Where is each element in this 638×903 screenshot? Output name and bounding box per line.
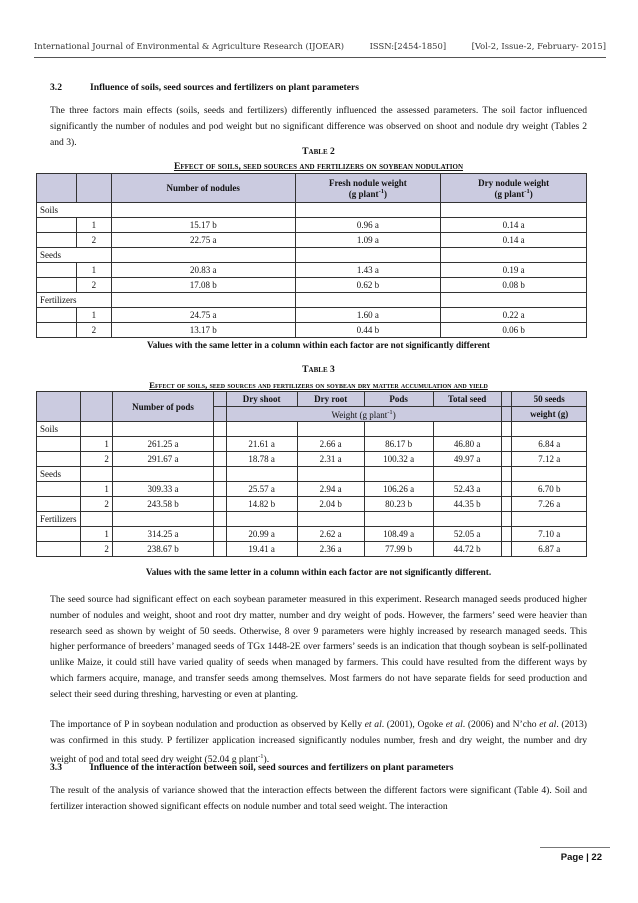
value-cell: 0.22 a	[441, 308, 587, 323]
group-row	[37, 248, 587, 263]
table-row	[37, 527, 587, 542]
header-line: (g plant	[494, 188, 525, 199]
table-cell	[214, 437, 226, 452]
value-cell: 0.96 a	[295, 218, 441, 233]
value-cell: 0.14 a	[441, 218, 587, 233]
table-cell	[433, 467, 501, 482]
header-number-pods: Number of pods	[112, 392, 213, 422]
table-cell	[214, 527, 226, 542]
group-row	[37, 293, 587, 308]
value-cell: 0.14 a	[441, 233, 587, 248]
value-cell: 44.72 b	[433, 542, 501, 557]
seed-source-paragraph	[50, 592, 587, 703]
table-cell	[80, 467, 112, 482]
table-cell	[37, 263, 77, 278]
value-cell: 20.99 a	[226, 527, 297, 542]
table-row	[37, 233, 587, 248]
level-cell: 2	[80, 497, 112, 512]
text-span: The importance of P in soybean nodulation and production as observed by Kelly	[50, 719, 365, 730]
level-cell: 1	[80, 527, 112, 542]
table3-label: Table 3	[302, 364, 335, 375]
header-dry-weight	[441, 174, 587, 203]
table-cell	[433, 512, 501, 527]
value-cell: 20.83 a	[111, 263, 295, 278]
group-label: Soils	[37, 422, 81, 437]
value-cell: 24.75 a	[111, 308, 295, 323]
value-cell: 0.06 b	[441, 323, 587, 338]
level-cell: 1	[80, 437, 112, 452]
value-cell: 15.17 b	[111, 218, 295, 233]
section-3-3-paragraph	[50, 783, 587, 815]
value-cell: 7.10 a	[512, 527, 587, 542]
table-cell	[37, 233, 77, 248]
table-cell	[501, 452, 512, 467]
table-cell	[501, 497, 512, 512]
table-row	[37, 308, 587, 323]
value-cell: 19.41 a	[226, 542, 297, 557]
table-cell	[364, 467, 433, 482]
table-cell	[37, 497, 81, 512]
table-row	[37, 323, 587, 338]
table2-note: Values with the same letter in a column within each factor are not significantly different	[147, 340, 490, 350]
italic-et-al: et al	[364, 719, 382, 730]
table-cell	[226, 512, 297, 527]
table3-title	[50, 380, 587, 390]
level-cell: 1	[76, 263, 111, 278]
level-cell: 2	[76, 278, 111, 293]
header-rule	[34, 57, 606, 58]
table-cell	[512, 467, 587, 482]
section-heading-3-3	[50, 762, 454, 773]
table3-title-text: Effect of soils, seed sources and fertilizers on soybean dry matter accumulation and yield	[149, 380, 488, 390]
table-cell	[297, 512, 364, 527]
value-cell: 2.94 a	[297, 482, 364, 497]
table2-title	[50, 161, 587, 172]
text-span: ).	[263, 753, 270, 765]
table-cell	[214, 422, 226, 437]
value-cell: 2.31 a	[297, 452, 364, 467]
table3-note: Values with the same letter in a column within each factor are not significantly different.	[145, 567, 492, 577]
table-cell	[214, 542, 226, 557]
value-cell: 314.25 a	[112, 527, 213, 542]
table2-label: Table 2	[302, 146, 335, 157]
value-cell: 86.17 b	[364, 437, 433, 452]
value-cell: 25.57 a	[226, 482, 297, 497]
header-pods: Pods	[364, 392, 433, 407]
value-cell: 52.43 a	[433, 482, 501, 497]
value-cell: 7.12 a	[512, 452, 587, 467]
header-line: (g plant	[348, 188, 379, 199]
value-cell: 0.19 a	[441, 263, 587, 278]
value-cell: 77.99 b	[364, 542, 433, 557]
table-cell	[501, 422, 512, 437]
table-cell	[111, 203, 295, 218]
issn: ISSN:[2454-1850]	[369, 41, 447, 51]
value-cell: 100.32 a	[364, 452, 433, 467]
volume-issue: [Vol-2, Issue-2, February- 2015]	[471, 41, 606, 51]
table-cell	[364, 422, 433, 437]
value-cell: 0.62 b	[295, 278, 441, 293]
group-row	[37, 467, 587, 482]
section-number: 3.2	[50, 82, 62, 93]
journal-name: International Journal of Environmental & Agriculture Research (IJOEAR)	[34, 41, 345, 51]
superscript: -1	[258, 752, 264, 760]
table-cell	[501, 512, 512, 527]
table-cell	[226, 467, 297, 482]
group-label: Soils	[37, 203, 112, 218]
table-row	[37, 437, 587, 452]
value-cell: 2.66 a	[297, 437, 364, 452]
group-row	[37, 512, 587, 527]
section-number: 3.3	[50, 762, 62, 773]
value-cell: 1.60 a	[295, 308, 441, 323]
paragraph-text: The result of the analysis of variance showed that the interaction effects between the different factors were significant (Table 4). Soil and fertilizer interaction showed significant effects on nodule number and total seed weight. The interaction	[50, 785, 587, 812]
table-cell	[37, 482, 81, 497]
table-row	[37, 482, 587, 497]
table-row	[37, 452, 587, 467]
header-cell-empty	[501, 407, 512, 422]
value-cell: 22.75 a	[111, 233, 295, 248]
table-cell	[37, 542, 81, 557]
table-cell	[214, 467, 226, 482]
superscript: -1	[387, 408, 393, 416]
phosphorus-paragraph	[50, 717, 587, 768]
value-cell: 52.05 a	[433, 527, 501, 542]
group-label: Seeds	[37, 467, 81, 482]
table-cell	[295, 248, 441, 263]
level-cell: 1	[76, 308, 111, 323]
group-label: Fertilizers	[37, 293, 112, 308]
section-heading-3-2	[50, 82, 359, 93]
value-cell: 18.78 a	[226, 452, 297, 467]
value-cell: 6.70 b	[512, 482, 587, 497]
text-span: . (2001), Ogoke	[381, 719, 446, 730]
paragraph-text: The seed source had significant effect on each soybean parameter measured in this experiment. Research managed seeds produced higher number of nodules and weight, shoot and root dry matter, number and dry weight of pods. However, the farmers’ seed were heavier than research seed as shown by weight of 50 seeds. Otherwise, 8 over 9 parameters were highly increased by research managed seeds. This higher performance of breeders’ managed seeds of TGx 1448-2E over farmers’ seeds is an indication that though soybean is self-pollinated unlike Maize, it could still have varied quality of seeds when managed by farmers. This could have resulted from the different ways by which farmers acquire, manage, and transfer seeds among themselves. Most farmers do not have separate fields for seed production and select their seed during threshing, harvesting or even at planting.	[50, 594, 587, 700]
value-cell: 106.26 a	[364, 482, 433, 497]
superscript: -1	[524, 187, 530, 195]
footer-rule	[540, 847, 610, 848]
value-cell: 6.87 a	[512, 542, 587, 557]
value-cell: 80.23 b	[364, 497, 433, 512]
table-cell	[364, 512, 433, 527]
page-number: Page | 22	[560, 852, 602, 863]
table-cell	[111, 293, 295, 308]
table2-title-text: Effect of soils, seed sources and fertilizers on soybean nodulation	[173, 161, 464, 172]
value-cell: 1.09 a	[295, 233, 441, 248]
table-cell	[501, 467, 512, 482]
level-cell: 2	[76, 323, 111, 338]
table-cell	[295, 203, 441, 218]
header-cell-empty	[80, 392, 112, 422]
table-cell	[37, 308, 77, 323]
table-cell	[501, 527, 512, 542]
value-cell: 46.80 a	[433, 437, 501, 452]
table-cell	[501, 542, 512, 557]
table-cell	[214, 482, 226, 497]
table-cell	[226, 422, 297, 437]
header-cell-empty	[214, 392, 226, 407]
table-cell	[297, 467, 364, 482]
table-cell	[37, 437, 81, 452]
header-cell-empty	[501, 392, 512, 407]
value-cell: 2.62 a	[297, 527, 364, 542]
value-cell: 44.35 b	[433, 497, 501, 512]
table-cell	[37, 527, 81, 542]
italic-et-al: et al	[539, 719, 557, 730]
table-header-row	[37, 174, 587, 203]
group-row	[37, 422, 587, 437]
header-dry-shoot: Dry shoot	[226, 392, 297, 407]
header-nodules: Number of nodules	[111, 174, 295, 203]
table-cell	[297, 422, 364, 437]
text-span: . (2013) was confirmed in this study. P fertilizer application increased significantly nodules number, fresh and dry weight, the number and dry weight of pod and total seed dry weight (52.04 g plant	[50, 719, 587, 765]
table-row	[37, 542, 587, 557]
superscript: -1	[378, 187, 384, 195]
value-cell: 0.44 b	[295, 323, 441, 338]
value-cell: 108.49 a	[364, 527, 433, 542]
value-cell: 6.84 a	[512, 437, 587, 452]
header-cell-empty	[37, 174, 77, 203]
table-cell	[295, 293, 441, 308]
table-cell	[512, 512, 587, 527]
header-cell-empty	[37, 392, 81, 422]
text-span: . (2006) and N’cho	[462, 719, 540, 730]
value-cell: 21.61 a	[226, 437, 297, 452]
level-cell: 2	[80, 452, 112, 467]
header-fresh-weight	[295, 174, 441, 203]
table-cell	[512, 422, 587, 437]
group-label: Seeds	[37, 248, 112, 263]
table-row	[37, 278, 587, 293]
header-line: Dry nodule weight	[478, 177, 550, 188]
table-cell	[80, 422, 112, 437]
value-cell: 13.17 b	[111, 323, 295, 338]
table-cell	[501, 482, 512, 497]
value-cell: 7.26 a	[512, 497, 587, 512]
header-line: Fresh nodule weight	[328, 177, 407, 188]
value-cell: 49.97 a	[433, 452, 501, 467]
paragraph-text	[50, 717, 587, 768]
table-cell	[37, 323, 77, 338]
header-total-seed: Total seed	[433, 392, 501, 407]
table-cell	[37, 452, 81, 467]
value-cell: 2.36 a	[297, 542, 364, 557]
table-cell	[214, 512, 226, 527]
header-cell-empty	[76, 174, 111, 203]
table-cell	[501, 437, 512, 452]
section-title: Influence of soils, seed sources and fertilizers on plant parameters	[90, 82, 359, 93]
table-cell	[441, 248, 587, 263]
group-label: Fertilizers	[37, 512, 81, 527]
table-cell	[112, 467, 213, 482]
value-cell: 1.43 a	[295, 263, 441, 278]
table-cell	[214, 497, 226, 512]
header-weight-g: weight (g)	[512, 407, 587, 422]
table-cell	[441, 203, 587, 218]
value-cell: 17.08 b	[111, 278, 295, 293]
table-cell	[214, 452, 226, 467]
table-header-row	[37, 392, 587, 407]
italic-et-al: et al	[445, 719, 463, 730]
header-close: )	[529, 188, 533, 199]
value-cell: 14.82 b	[226, 497, 297, 512]
table-row	[37, 263, 587, 278]
running-header	[34, 41, 606, 51]
header-dry-root: Dry root	[297, 392, 364, 407]
value-cell: 309.33 a	[112, 482, 213, 497]
table-row	[37, 218, 587, 233]
level-cell: 1	[76, 218, 111, 233]
table-cell	[441, 293, 587, 308]
value-cell: 243.58 b	[112, 497, 213, 512]
table-cell	[37, 278, 77, 293]
level-cell: 1	[80, 482, 112, 497]
table-cell	[111, 248, 295, 263]
value-cell: 0.08 b	[441, 278, 587, 293]
header-50-seeds: 50 seeds	[512, 392, 587, 407]
value-cell: 291.67 a	[112, 452, 213, 467]
table-3	[36, 391, 587, 557]
section-3-2-paragraph	[50, 103, 587, 150]
value-cell: 2.04 b	[297, 497, 364, 512]
table-2	[36, 173, 587, 338]
section-title: Influence of the interaction between soil, seed sources and fertilizers on plant parameters	[90, 762, 454, 773]
value-cell: 261.25 a	[112, 437, 213, 452]
header-weight	[226, 407, 501, 422]
table-cell	[112, 512, 213, 527]
level-cell: 2	[76, 233, 111, 248]
group-row	[37, 203, 587, 218]
table-cell	[433, 422, 501, 437]
header-line: Weight (g plant	[331, 409, 388, 420]
value-cell: 238.67 b	[112, 542, 213, 557]
header-cell-empty	[214, 407, 226, 422]
table-cell	[80, 512, 112, 527]
table-row	[37, 497, 587, 512]
paragraph-text: The three factors main effects (soils, seeds and fertilizers) differently influenced the assessed parameters. The soil factor influenced significantly the number of nodules and pod weight but no significant difference was observed on shoot and nodule dry weight (Tables 2 and 3).	[50, 105, 587, 148]
level-cell: 2	[80, 542, 112, 557]
table-cell	[37, 218, 77, 233]
header-close: )	[383, 188, 387, 199]
header-close: )	[392, 409, 396, 420]
table-cell	[112, 422, 213, 437]
